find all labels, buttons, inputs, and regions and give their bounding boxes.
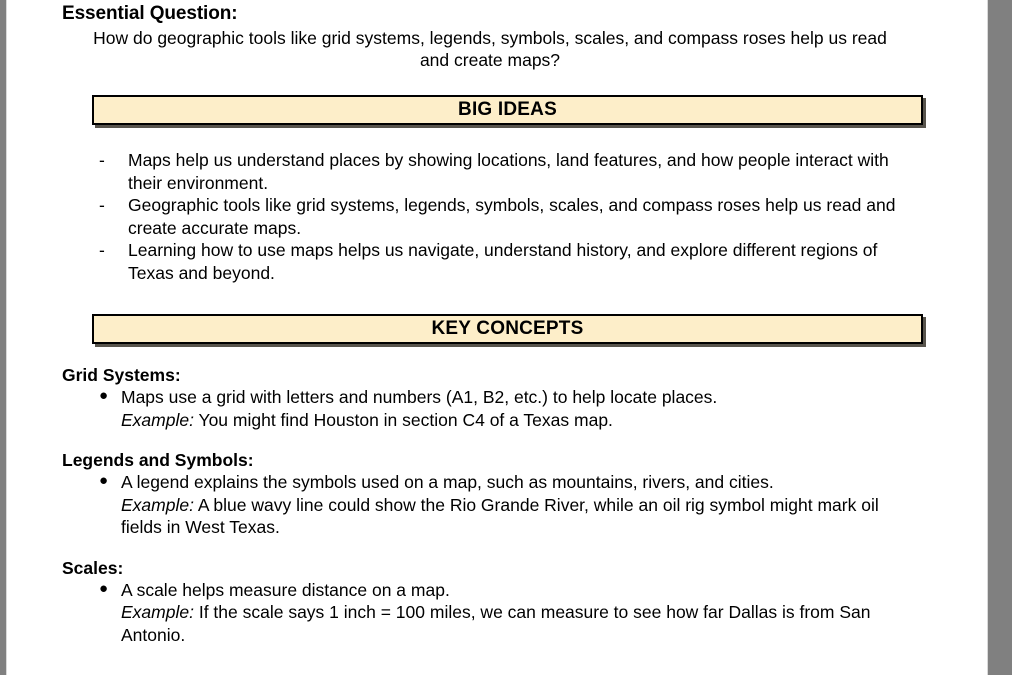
list-item-text: Geographic tools like grid systems, legends, symbols, scales, and compass roses help us read and create accurate maps. — [128, 195, 896, 238]
essential-question-heading: Essential Question: — [62, 3, 238, 24]
example-label: Example: — [121, 409, 194, 430]
grid-systems-list — [7, 386, 987, 431]
big-ideas-banner-label: BIG IDEAS — [458, 99, 557, 120]
list-item — [7, 579, 909, 647]
example-text: You might find Houston in section C4 of a Texas map. — [198, 409, 613, 430]
spacer — [7, 71, 987, 95]
right-page-hairline — [987, 0, 988, 675]
list-item-text: Maps help us understand places by showing locations, land features, and how people interact with their environment. — [128, 150, 889, 193]
list-item — [7, 194, 913, 239]
example-line — [121, 409, 909, 432]
dash-marker: - — [99, 195, 105, 215]
example-label: Example: — [121, 494, 194, 515]
example-line — [121, 494, 909, 539]
scales-list — [7, 579, 987, 647]
list-item-text: Learning how to use maps helps us navigate, understand history, and explore different regions of Texas and beyond. — [128, 240, 878, 283]
definition-text: Maps use a grid with letters and numbers (A1, B2, etc.) to help locate places. — [121, 387, 718, 407]
bullet-marker: ● — [99, 579, 109, 597]
key-concepts-banner — [92, 314, 923, 344]
section-heading-legends-and-symbols: Legends and Symbols: — [62, 450, 254, 470]
document-content — [7, 0, 987, 646]
list-item — [7, 239, 913, 284]
spacer — [7, 125, 987, 149]
key-concepts-banner-label: KEY CONCEPTS — [431, 318, 584, 339]
spacer — [7, 431, 987, 449]
spacer — [7, 284, 987, 314]
example-line — [121, 601, 909, 646]
dash-marker: - — [99, 240, 105, 260]
section-heading-scales: Scales: — [62, 557, 124, 578]
big-ideas-banner — [92, 95, 923, 125]
bullet-marker: ● — [99, 387, 109, 404]
spacer — [7, 344, 987, 364]
spacer — [7, 539, 987, 557]
dash-marker: - — [99, 150, 105, 170]
definition-text: A legend explains the symbols used on a map, such as mountains, rivers, and cities. — [121, 472, 774, 492]
big-ideas-list — [7, 149, 987, 284]
big-ideas-banner-wrapper — [7, 95, 987, 125]
bullet-marker: ● — [99, 472, 109, 489]
right-page-edge-strip — [988, 0, 1012, 675]
essential-question-text: How do geographic tools like grid systems, legends, symbols, scales, and compass roses help us read and create maps? — [93, 28, 887, 70]
example-text: If the scale says 1 inch = 100 miles, we can measure to see how far Dallas is from San Antonio. — [121, 602, 871, 645]
example-label: Example: — [121, 602, 194, 622]
key-concepts-banner-wrapper — [7, 314, 987, 344]
list-item — [7, 149, 913, 194]
section-heading-grid-systems: Grid Systems: — [62, 365, 181, 385]
list-item — [7, 471, 909, 539]
example-text: A blue wavy line could show the Rio Grande River, while an oil rig symbol might mark oil fields in West Texas. — [121, 494, 879, 537]
legends-and-symbols-list — [7, 471, 987, 539]
list-item — [7, 386, 909, 431]
definition-text: A scale helps measure distance on a map. — [121, 579, 450, 600]
document-page — [7, 0, 987, 675]
